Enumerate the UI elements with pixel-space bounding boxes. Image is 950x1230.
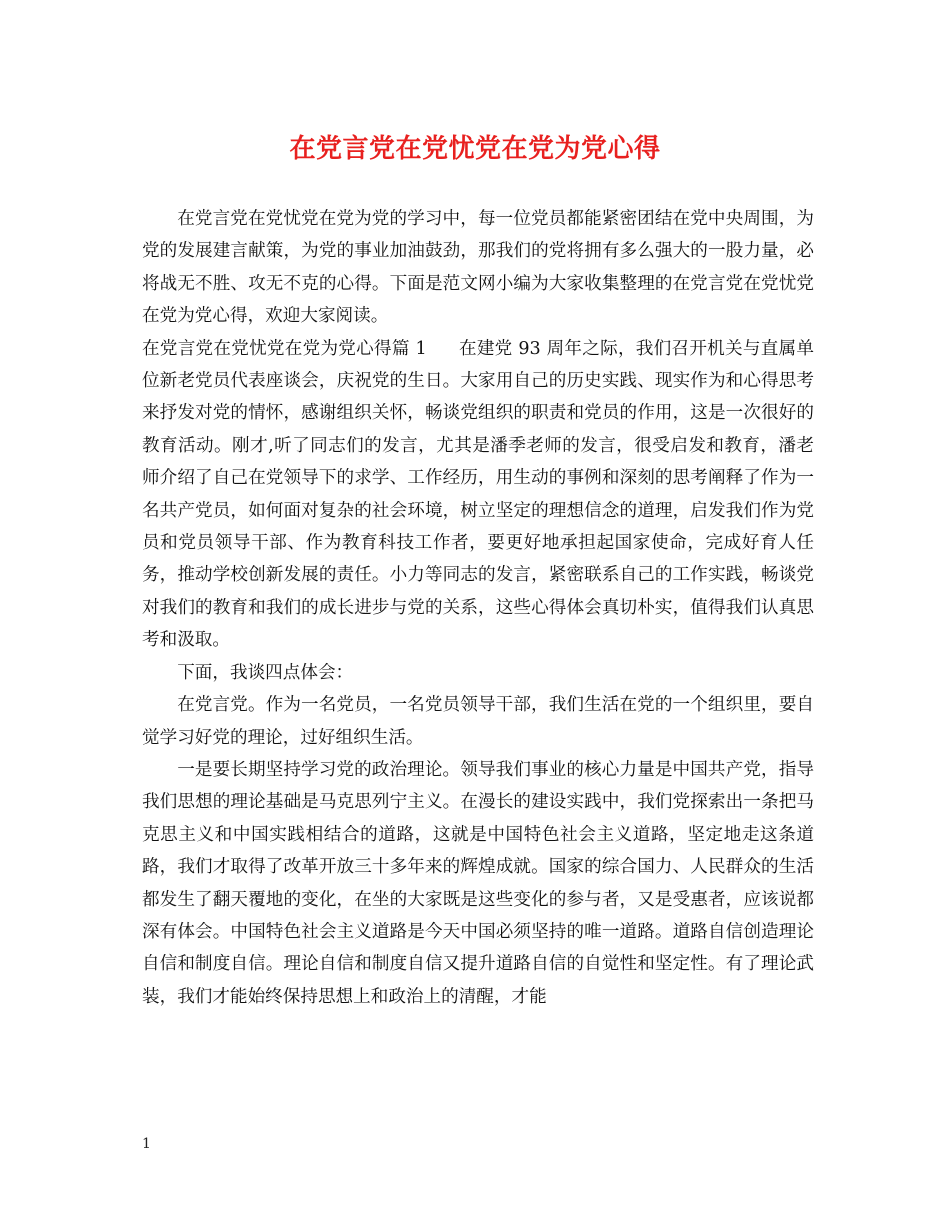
page-number: 1 — [142, 1136, 151, 1152]
section-paragraph — [142, 333, 814, 657]
document-body — [142, 203, 814, 1013]
four-points-paragraph: 下面，我谈四点体会： — [177, 662, 354, 683]
intro-paragraph: 在党言党在党忧党在党为党的学习中，每一位党员都能紧密团结在党中央周围，为党的发展建言献策，为党的事业加油鼓劲，那我们的党将拥有多么强大的一股力量，必将战无不胜、攻无不克的心得。下面是范文网小编为大家收集整理的在党言党在党忧党在党为党心得，欢迎大家阅读。 — [142, 209, 814, 327]
theory-paragraph: 一是要长期坚持学习党的政治理论。领导我们事业的核心力量是中国共产党，指导我们思想的理论基础是马克思列宁主义。在漫长的建设实践中，我们党探索出一条把马克思主义和中国实践相结合的道路，这就是中国特色社会主义道路，坚定地走这条道路，我们才取得了改革开放三十多年来的辉煌成就。国家的综合国力、人民群众的生活都发生了翻天覆地的变化，在坐的大家既是这些变化的参与者，又是受惠者，应该说都深有体会。中国特色社会主义道路是今天中国必须坚持的唯一道路。道路自信创造理论自信和制度自信。理论自信和制度自信又提升道路自信的自觉性和坚定性。有了理论武装，我们才能始终保持思想上和政治上的清醒，才能 — [142, 759, 814, 1007]
section-heading: 在党言党在党忧党在党为党心得篇 1 — [142, 338, 427, 359]
speak-paragraph: 在党言党。作为一名党员，一名党员领导干部，我们生活在党的一个组织里，要自觉学习好党的理论，过好组织生活。 — [142, 695, 814, 748]
document-title: 在党言党在党忧党在党为党心得 — [289, 134, 661, 164]
section-body: 在建党 93 周年之际，我们召开机关与直属单位新老党员代表座谈会，庆祝党的生日。大家用自己的历史实践、现实作为和心得思考来抒发对党的情怀，感谢组织关怀，畅谈党组织的职责和党员的作用，这是一次很好的教育活动。刚才,听了同志们的发言，尤其是潘季老师的发言，很受启发和教育，潘老师介绍了自己在党领导下的求学、工作经历，用生动的事例和深刻的思考阐释了作为一名共产党员，如何面对复杂的社会环境，树立坚定的理想信念的道理，启发我们作为党员和党员领导干部、作为教育科技工作者，要更好地承担起国家使命，完成好育人任务，推动学校创新发展的责任。小力等同志的发言，紧密联系自己的工作实践，畅谈党对我们的教育和我们的成长进步与党的关系，这些心得体会真切朴实，值得我们认真思考和汲取。 — [142, 338, 814, 651]
